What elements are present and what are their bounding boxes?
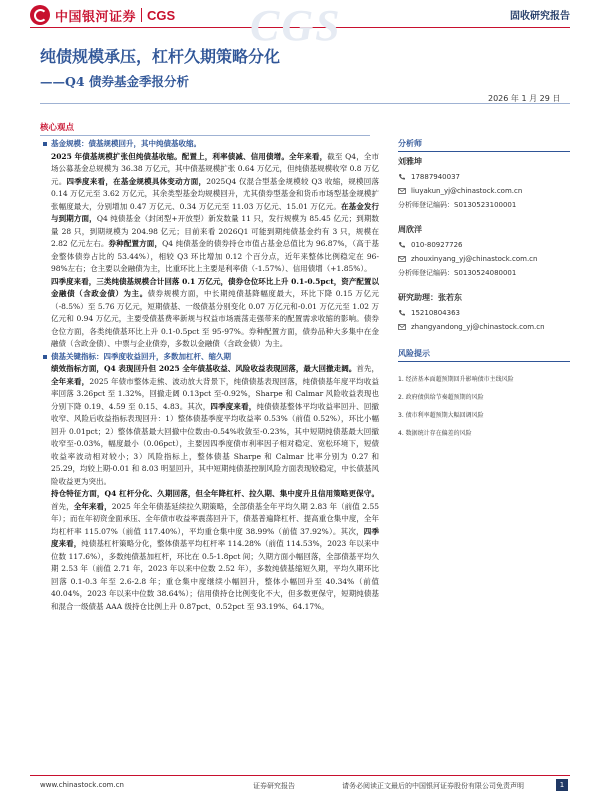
footer-label: 证券研究报告	[253, 782, 295, 790]
analyst-email[interactable]	[398, 184, 570, 198]
email-address[interactable]: zhangyandong_yj@chinastock.com.cn	[411, 323, 545, 331]
email-icon	[398, 255, 406, 263]
body-text: 纯债债基整体平均收益率回升、回撤收窄、风险后收益指标表现回升：1）整体债基季度平均收益率 0.53%（前值 0.52%），环比小幅回升 0.01pct；2）整体债基最大回撤中位数由-0.54%收敛至-0.23%，其中短期纯债基最大回撤收窄至-0.03%，幅度最小（0.06pct），主要因四季度债市利率因子相对稳定、宽松环境下，短债收益率波动相对较小；3）风险指标上，整体债基 Sharpe 和 Calmar 比率分别为 0.27 和 25.29，均较上期-0.01 和 8.03 明显回升，其中短期纯债基控制风险方面表现较稳定，中长债基风险收益更为突出。	[51, 401, 380, 486]
brand-logo	[30, 5, 175, 25]
brand-abbr: CGS	[147, 7, 176, 23]
bold-text: 2025 年债基规模扩张但纯债基收缩。配置上，利率债减、信用债增。全年来看，	[51, 151, 328, 161]
paragraph	[51, 276, 379, 351]
bold-text: 全年来看，	[73, 501, 112, 511]
risk-list	[398, 371, 570, 443]
phone-icon	[398, 309, 406, 317]
body-text: 首先，	[51, 501, 74, 511]
risk-heading: 风险提示	[398, 348, 570, 362]
analyst-reg-code: 分析师登记编码：S0130523100001	[398, 201, 517, 209]
paragraph	[51, 488, 379, 613]
body-text: 2025Q4 仅混合型基金规模较 Q3 收缩，规模回落 0.14 万亿元至 3.62 万亿元，其余类型基金均规模回升，尤其债券型基金和货币市场型基金规模扩张幅度最大，分别增加 0.47 万亿元、0.34 万亿元至 11.03 万亿元、15.01 万亿元。	[51, 176, 380, 211]
email-address[interactable]: liuyakun_yj@chinastock.com.cn	[411, 187, 523, 195]
analyst-name: 刘雅坤	[398, 156, 422, 166]
analyst-phone	[398, 238, 570, 252]
assistant-phone	[398, 306, 570, 320]
assistant-name: 张若东	[438, 292, 462, 302]
bold-text: 券种配置方面，	[108, 239, 163, 248]
bullet-heading	[43, 138, 379, 151]
bullet-heading	[43, 351, 379, 364]
analyst-name: 周欣洋	[398, 224, 422, 234]
analyst-heading: 分析师	[398, 138, 570, 152]
footer-divider	[30, 775, 570, 776]
brand-name: 中国银河证券	[55, 9, 137, 25]
bullet-text: 基金规模：债基规模回升，其中纯债基收缩。	[51, 139, 201, 148]
watermark: CGS	[250, 1, 342, 50]
email-icon	[398, 323, 406, 331]
risk-item: 3. 债市利率超预期大幅回调风险	[398, 412, 484, 419]
phone-number: 17887940037	[411, 173, 460, 181]
risk-item: 2. 政府债供给节奏超预期的风险	[398, 394, 484, 401]
bold-text: 绩效指标方面，Q4 表现回升但 2025 全年债基收益、风险收益表现回落，最大回撤走阔。	[51, 364, 357, 373]
phone-number: 15210804363	[411, 309, 460, 317]
email-icon	[398, 187, 406, 195]
paragraph	[51, 151, 379, 276]
footer-website[interactable]: www.chinastock.com.cn	[40, 781, 124, 789]
assistant-label: 研究助理：	[398, 292, 438, 302]
bullet-icon	[43, 142, 47, 146]
bold-text: 持仓特征方面，Q4 杠杆分化、久期回落，但全年降杠杆、拉久期、集中度升且信用策略更保守。	[51, 489, 379, 498]
body-text: Q4 纯债基金（封闭型+开放型）新发数量 11 只，发行规模为 85.45 亿元；到期数量 28 只，到期规模为 204.98 亿元；目前来看 2026Q1 可能到期纯债基金约有 3 只，规模在 2.82 亿元左右。	[51, 214, 380, 248]
bold-text: 在基金发行与到期方面，	[51, 201, 379, 223]
analyst-phone	[398, 170, 570, 184]
body-text: Q4 纯债基金的债券持仓市值占基金总值比为 96.87%，（高于基金整体债券占比的 53.44%），相较 Q3 环比增加 0.12 个百分点，近年来整体比例稳定在 96-98%左右；仓主要以金融债为主，比重环比上主要是利率债（-1.57%）、信用债增（+1.85%）。	[51, 239, 379, 273]
phone-number: 010-80927726	[411, 241, 463, 249]
footer-disclaimer: 请务必阅读正文最后的中国银河证券股份有限公司免责声明	[342, 782, 524, 790]
report-subtitle: ——Q4 债券基金季报分析	[40, 74, 189, 89]
bold-text: 四季度来看，在基金规模具体变动方面，	[66, 176, 207, 186]
body-text: 首先，	[356, 364, 380, 373]
bold-text: 四季度来看，	[210, 401, 257, 411]
bold-text: 四季度来看，三类纯债基规模合计回落 0.1 万亿元，债券仓位环比上升 0.1-0.5pct，资产配置以金融债（含政金债）为主。	[51, 276, 379, 298]
research-assistant	[398, 292, 570, 303]
bold-text: 四季度来看，	[51, 526, 380, 548]
risk-item: 1. 经济基本面超预期回升影响债市主线风险	[398, 376, 514, 383]
bold-text: 全年来看，	[51, 376, 90, 386]
risk-item: 4. 数据统计存在偏差的风险	[398, 430, 472, 437]
brand-divider	[141, 8, 142, 22]
email-address[interactable]: zhouxinyang_yj@chinastock.com.cn	[411, 255, 538, 263]
body-text: 债券规模方面，中长期纯债基降幅度最大，环比下降 0.15 万亿元（-8.5%）至 5.76 万亿元，短期债基、一级债基分别变化 0.07 万亿元和-0.01 万亿元至 1.02 万亿元和 0.94 万亿元，主要受债基费率新规与权益市场震荡走强带来的配置需求收缩的影响。债券仓位方面，各类纯债基环比上升 0.1-0.5pct 至 95-97%。券种配置方面，债券品种大多集中在金融债（含政金债）、中票与企业债券，多数以金融债（含政金债）为主。	[51, 289, 379, 348]
body-text: 2025 年债市整体走熊、波动放大背景下，纯债债基表现回落，纯债债基年度平均收益率回落 3.26pct 至 1.32%，回撤走阔 0.13pct 至-0.92%，Sharpe 和 Calmar 风险收益表现也分别下降 0.19、4.59 至 0.15、4.83。其次，	[51, 376, 379, 411]
analyst-reg-code: 分析师登记编码：S0130524080001	[398, 269, 517, 277]
analyst-email[interactable]	[398, 252, 570, 266]
phone-icon	[398, 173, 406, 181]
paragraph	[51, 363, 379, 488]
page-number: 1	[556, 779, 568, 791]
section-label: 核心观点	[40, 123, 75, 133]
report-date: 2026 年 1 月 29 日	[488, 94, 561, 103]
brand-logo-icon	[30, 5, 50, 25]
body-text: 截至 Q4，全市场公募基金总规模为 36.38 万亿元，其中债基规模扩张 0.64 万亿元，但纯债基规模收窄 0.8 万亿元。	[51, 151, 380, 186]
bullet-icon	[43, 355, 47, 359]
body-text: 2025 年全年债基延续拉久期策略，全部债基全年平均久期 2.83 年（前值 2.55 年）；而在年初资金面承压、全年债市收益率震荡回升下，债基普遍降杠杆、提高重仓集中度，全年均杠杆率 115.07%（前值 117.40%），平均重仓集中度 38.99%（前值 37.92%）。其次，	[51, 501, 380, 536]
phone-icon	[398, 241, 406, 249]
body-text: 纯债基杠杆策略分化，整体债基平均杠杆率 114.28%（前值 114.53%，2023 年以来中位数 117.6%），多数纯债基加杠杆，环比在 0.5-1.8pct 间；久期方面小幅回落，全部债基平均久期 2.53 年（前值 2.71 年，2023 年以来中位数 2.52 年），多数纯债基缩短久期，平均久期环比回落 0.1-0.3 年至 2.6-2.8 年；重仓集中度继续小幅回升，整体小幅回升至 40.34%（前值 40.04%，2023 年以来中位数 38.64%）；信用债持仓比例变化不大，但多数更保守，短期纯债基和混合一级债基 AAA 级持仓比例上升 0.87pct、0.52pct 至 93.19%、64.17%。	[51, 539, 380, 611]
main-content	[51, 138, 379, 613]
report-type: 固收研究报告	[510, 11, 570, 22]
assistant-email[interactable]	[398, 320, 570, 334]
title-divider	[40, 103, 570, 104]
analyst-sidebar	[398, 138, 570, 334]
bullet-text: 债基关键指标：四季度收益回升，多数加杠杆、缩久期	[51, 351, 231, 361]
section-divider	[40, 135, 370, 136]
report-title: 纯债规模承压，杠杆久期策略分化	[40, 47, 281, 66]
